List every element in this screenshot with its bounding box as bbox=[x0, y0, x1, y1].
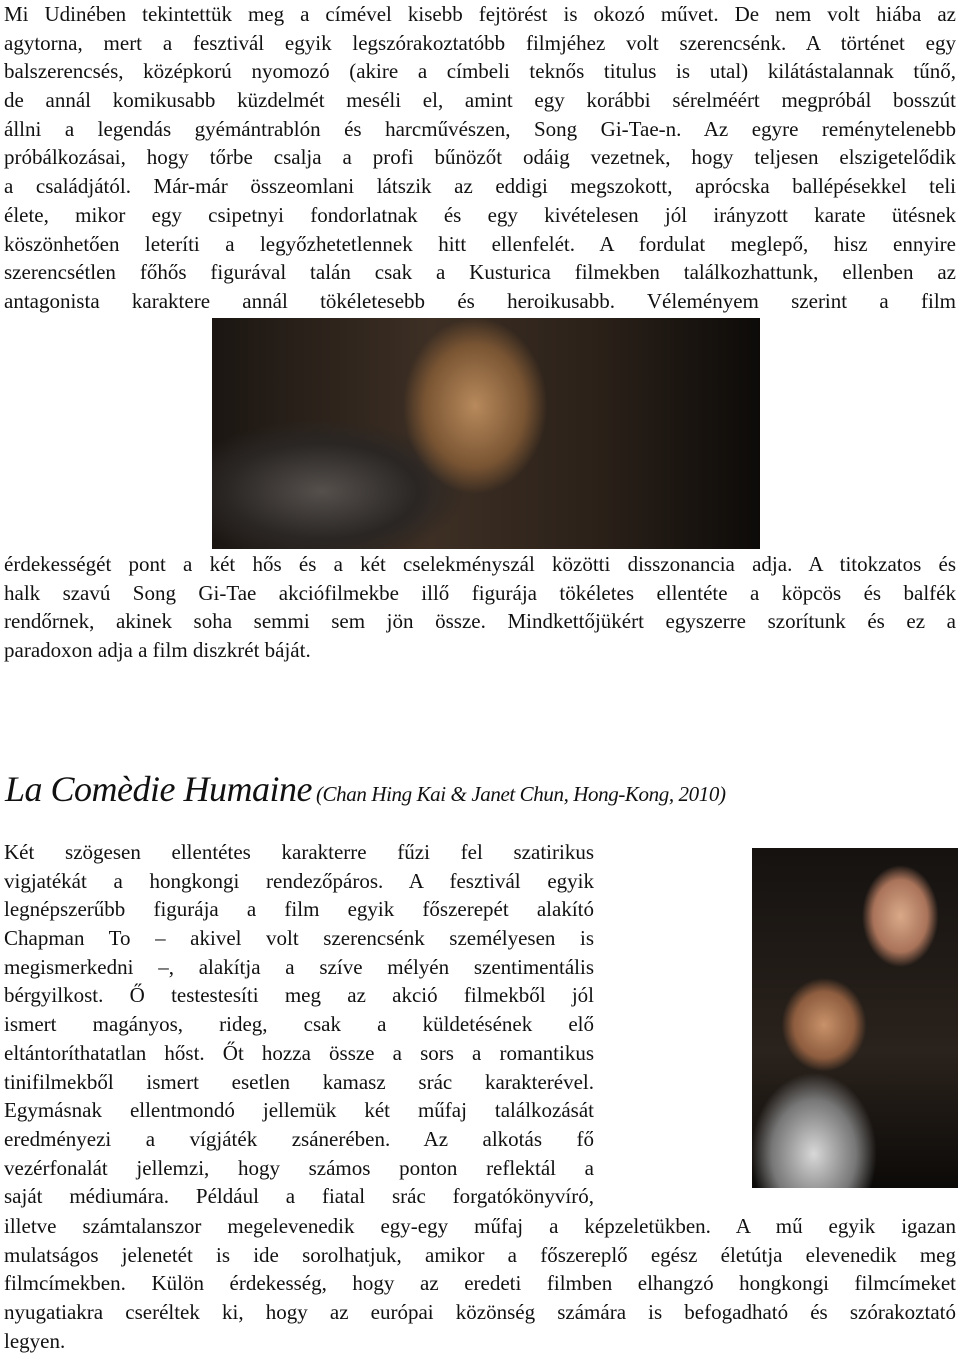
text-line: megismerkedni –, alakítja a szíve mélyén szentimentális bbox=[4, 954, 594, 979]
text-line: Egymásnak ellentmondó jellemük két műfaj találkozását bbox=[4, 1098, 594, 1123]
text-line: eredményezi a vígjáték zsánerében. Az alkotás fő bbox=[4, 1126, 594, 1151]
review-paragraph-1 bbox=[4, 0, 956, 316]
text-line: köszönhetően leteríti a legyőzhetetlennek hitt ellenfelét. A fordulat meglepő, hisz ennyire bbox=[4, 231, 956, 256]
actors-photo bbox=[752, 848, 958, 1188]
text-line: saját médiumára. Például a fiatal srác forgatókönyvíró, bbox=[4, 1184, 594, 1209]
text-line: legyen. bbox=[4, 1328, 66, 1353]
review-paragraph-4 bbox=[4, 1212, 956, 1355]
text-line: Mi Udinében tekintettük meg a címével kisebb fejtörést is okozó művet. De nem volt hiába az bbox=[4, 2, 956, 26]
text-line: vigjatékát a hongkongi rendezőpáros. A fesztivál egyik bbox=[4, 868, 594, 893]
text-line: vezérfonalát jellemzi, hogy számos ponton reflektál a bbox=[4, 1155, 594, 1180]
review-paragraph-2 bbox=[4, 550, 956, 665]
text-line: eltántoríthatatlan hőst. Őt hozza össze a sors a romantikus bbox=[4, 1040, 594, 1065]
text-line: Chapman To – akivel volt szerencsénk személyesen is bbox=[4, 926, 594, 951]
text-line: rendőrnek, akinek soha semmi sem jön össze. Mindkettőjükért egyszerre szorítunk és ez a bbox=[4, 609, 956, 634]
text-line: legnépszerűbb figurája a film egyik főszerepét alakító bbox=[4, 897, 594, 922]
text-line: próbálkozásai, hogy tőrbe csalja a profi bűnözőt odáig vezetnek, hogy teljesen elszigetelődik bbox=[4, 145, 956, 170]
film-credits: (Chan Hing Kai & Janet Chun, Hong-Kong, 2010) bbox=[315, 782, 726, 806]
text-line: paradoxon adja a film diszkrét báját. bbox=[4, 638, 311, 663]
text-line: érdekességét pont a két hős és a két cselekményszál közötti disszonancia adja. A titokzatos és bbox=[4, 552, 956, 576]
text-line: agytorna, mert a fesztivál egyik legszórakoztatóbb filmjéhez volt szerencsénk. A történet egy bbox=[4, 30, 956, 55]
film-still-image bbox=[212, 318, 760, 549]
text-line: nyugatiakra cseréltek ki, hogy az európai közönség számára is befogadható és szórakoztató bbox=[4, 1300, 956, 1325]
text-line: mulatságos jelenetét is ide sorolhatjuk, amikor a főszereplő egész életútja elevenedik meg bbox=[4, 1242, 956, 1267]
text-line: filmcímekben. Külön érdekesség, hogy az eredeti filmben elhangzó hongkongi filmcímeket bbox=[4, 1271, 956, 1296]
text-line: bérgyilkost. Ő testestesíti meg az akció filmekből jól bbox=[4, 983, 594, 1008]
text-line: halk szavú Song Gi-Tae akciófilmekbe illő figurája tökéletes ellentéte a köpcös és balfék bbox=[4, 580, 956, 605]
text-line: ismert magányos, rideg, csak a küldetésének elő bbox=[4, 1012, 594, 1037]
text-line: antagonista karaktere annál tökéletesebb és heroikusabb. Véleményem szerint a film bbox=[4, 288, 956, 313]
text-line: de annál komikusabb küzdelmét meséli el, amint egy korábbi sérelméért megpróbál bosszút bbox=[4, 88, 956, 113]
text-line: a családjától. Már-már összeomlani látszik az eddigi megszokott, aprócska ballépésekkel teli bbox=[4, 174, 956, 199]
text-line: szerencsétlen főhős figurával talán csak a Kusturica filmekben találkozhattunk, ellenben az bbox=[4, 260, 956, 285]
text-line: balszerencsés, középkorú nyomozó (akire a címbeli teknős titulus is utal) kilátástalannak tűnő, bbox=[4, 59, 956, 84]
film-heading bbox=[5, 768, 726, 810]
text-line: Két szögesen ellentétes karakterre fűzi fel szatirikus bbox=[4, 840, 594, 864]
text-line: állni a legendás gyémántrablón és harcművészen, Song Gi-Tae-n. Az egyre reménytelenebb bbox=[4, 116, 956, 141]
text-line: illetve számtalanszor megelevenedik egy-egy műfaj a képzeletükben. A mű egyik igazan bbox=[4, 1214, 956, 1238]
film-title: La Comèdie Humaine bbox=[5, 769, 312, 809]
text-line: élete, mikor egy csipetnyi fondorlatnak és egy kivételesen jól irányzott karate ütésnek bbox=[4, 202, 956, 227]
review-paragraph-3 bbox=[4, 838, 594, 1211]
text-line: tinifilmekből ismert esetlen kamasz srác karakterével. bbox=[4, 1069, 594, 1094]
